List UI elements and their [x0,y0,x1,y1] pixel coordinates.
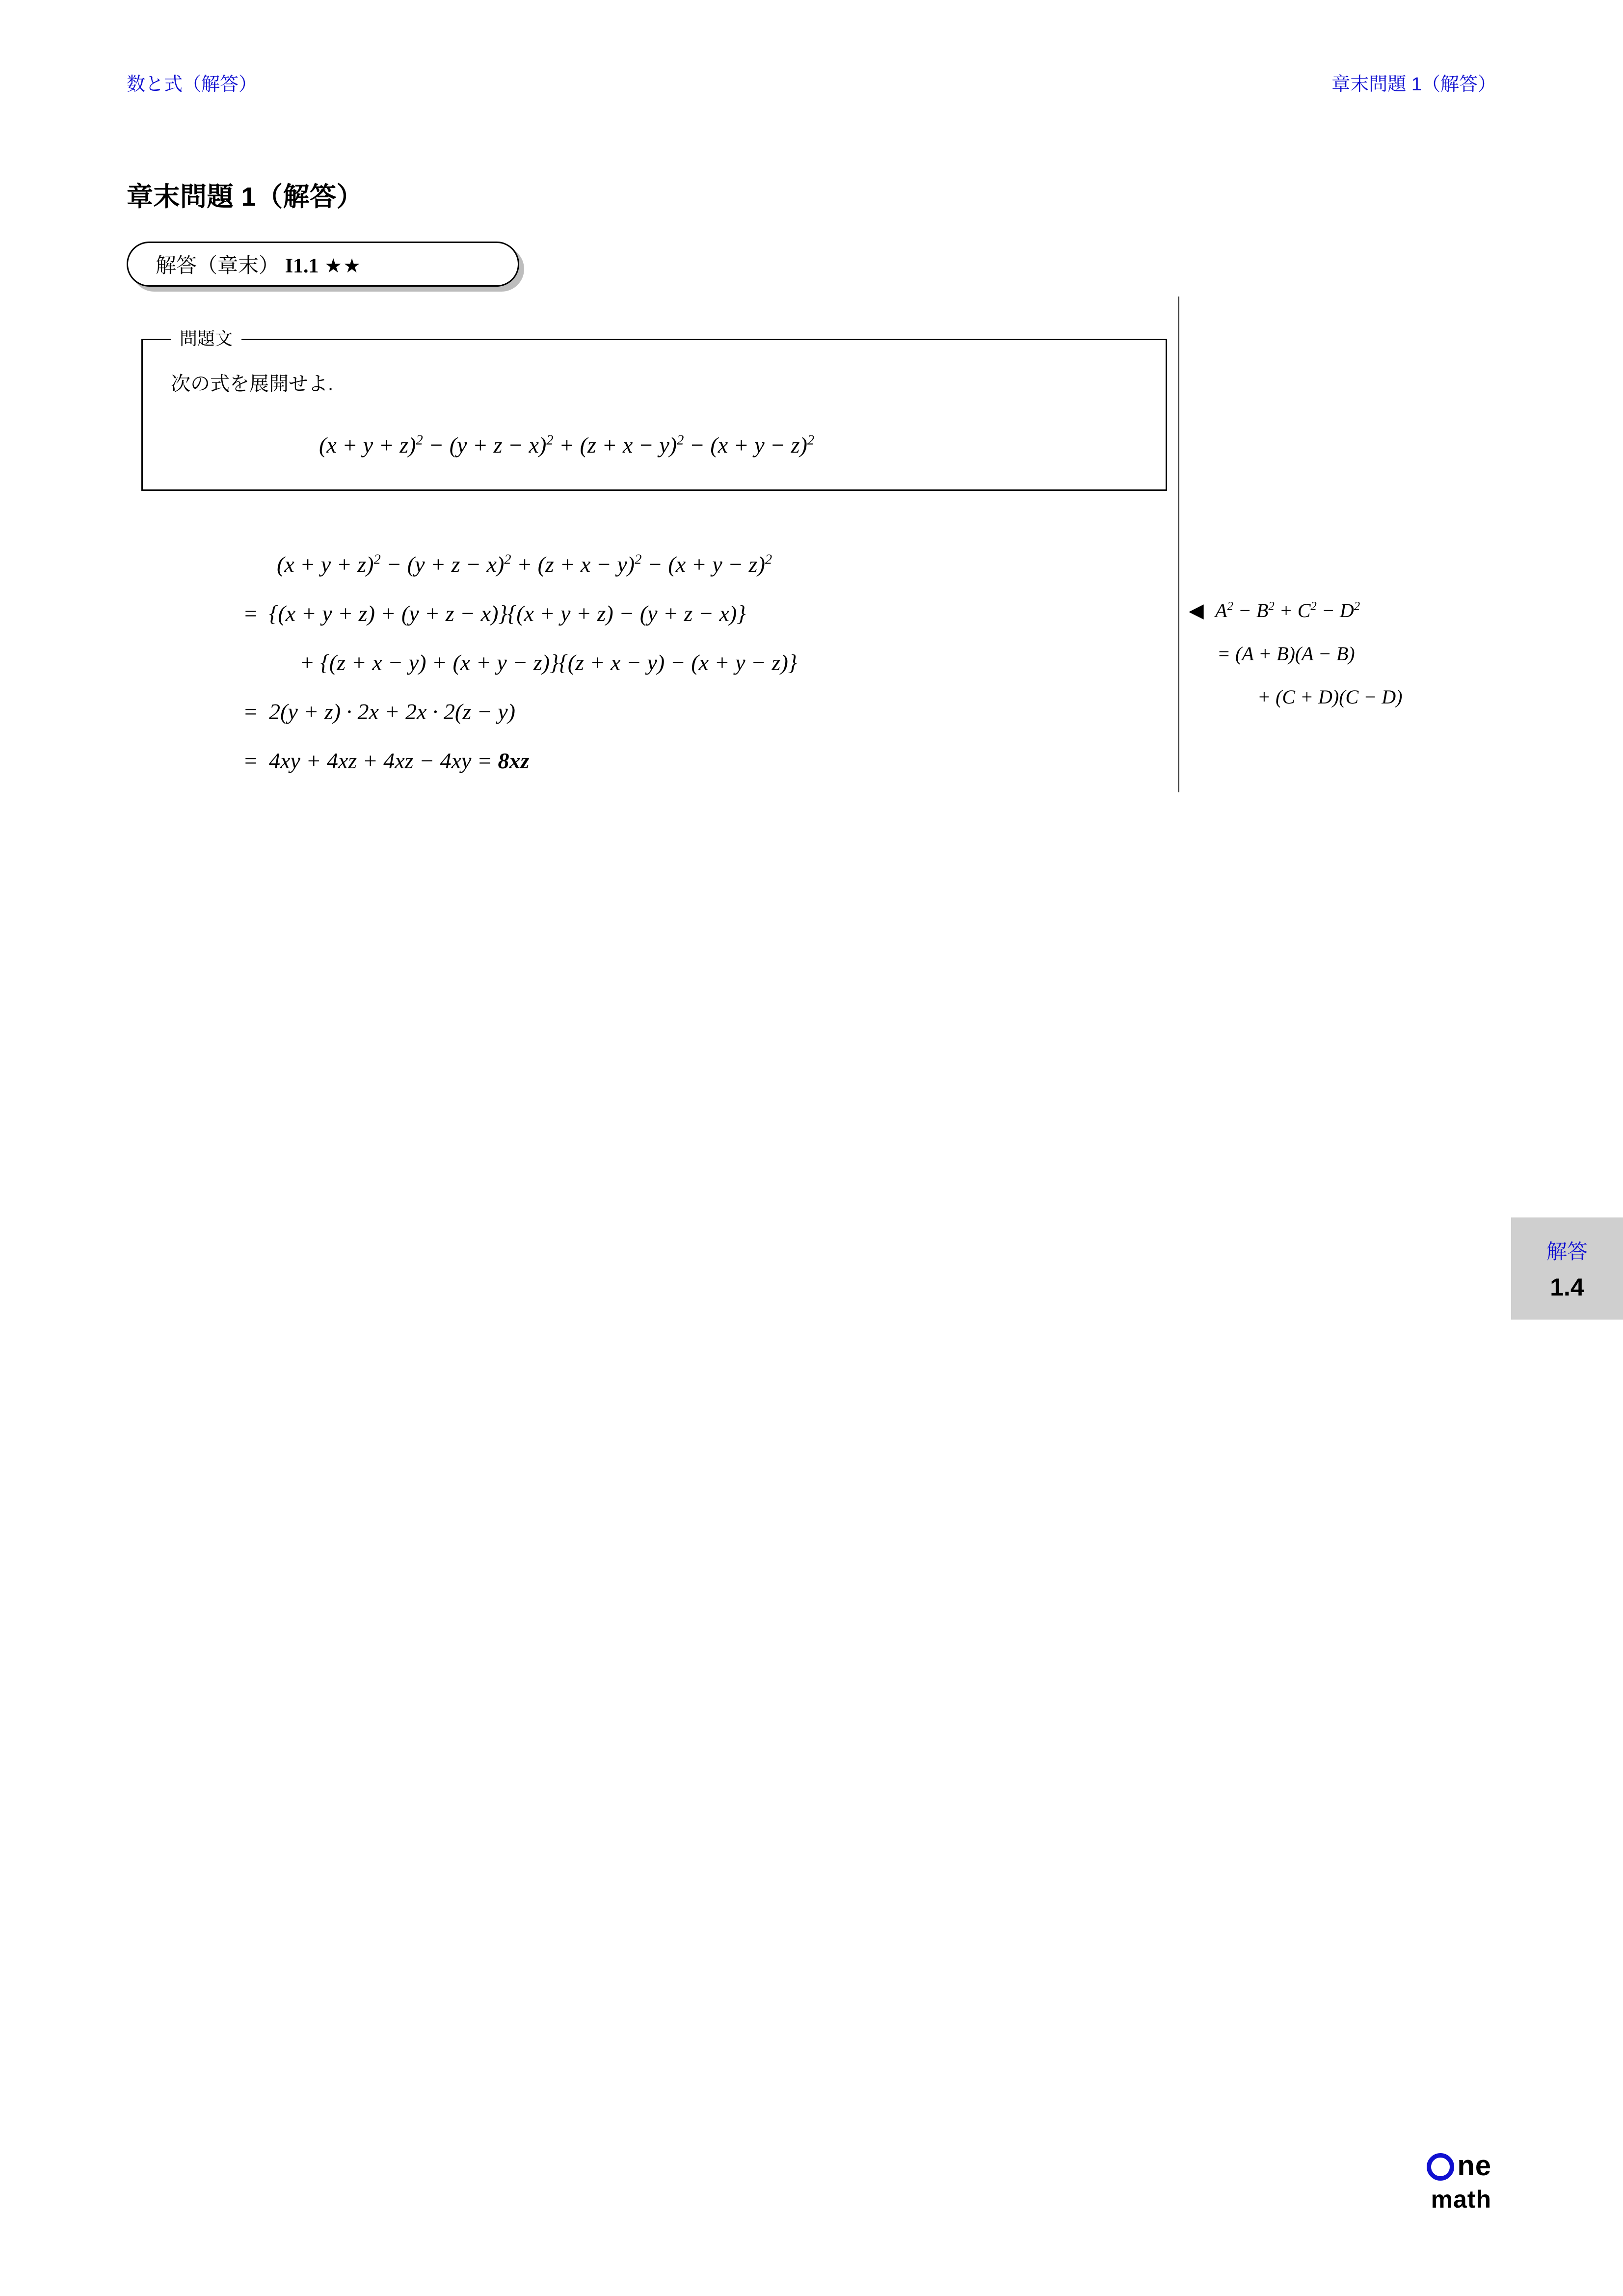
derivation-expression: 2(y + z) · 2x + 2x · 2(z − y) [269,699,515,724]
side-tab-label: 解答 [1546,1240,1588,1263]
derivation-expression: 4xy + 4xz + 4xz − 4xy = 8xz [269,748,530,773]
page-title: 章末問題 1（解答） [127,182,364,212]
margin-note-line-3: + (C + D)(C − D) [1257,686,1403,708]
margin-note-line-2: = (A + B)(A − B) [1217,643,1355,665]
problem-statement-box [141,339,1167,491]
side-tab [1511,1217,1623,1320]
running-head-right: 章末問題 1（解答） [1331,74,1496,95]
problem-statement-legend: 問題文 [171,325,241,350]
side-tab-number: 1.4 [1550,1273,1584,1301]
derivation-expression: $(x + y + z)^2 - (y + z - x)^2 + (z + x - y)^2 - (x + y - z)^2$ [277,552,772,577]
final-answer: 8xz [498,748,530,773]
brand-logo [1427,2149,1491,2214]
equals-sign: = [244,748,257,773]
margin-note-divider [1178,297,1179,792]
difficulty-stars: ★★ [324,255,362,277]
logo-line-1-text: ne [1457,2150,1491,2182]
margin-note [1189,589,1402,719]
logo-line-1 [1427,2149,1491,2182]
margin-note-line-1: ◀ $A^2 - B^2 + C^2 - D^2$ [1189,599,1360,621]
pill-label: 解答（章末） [156,254,280,277]
derivation-expression: {(x + y + z) + (y + z − x)}{(x + y + z) − (y + z − x)} [269,601,746,626]
running-head-left: 数と式（解答） [127,74,258,95]
solution-tag-pill [127,242,519,287]
problem-formula: $(x + y + z)^2 - (y + z - x)^2 + (z + x - y)^2 - (x + y - z)^2$ [319,432,815,458]
logo-line-2: math [1431,2186,1491,2213]
triangle-marker-icon: ◀ [1189,599,1204,621]
derivation-expression: + {(z + x − y) + (x + y − z)}{(z + x − y) − (x + y − z)} [299,650,798,675]
problem-instruction: 次の式を展開せよ. [171,373,334,395]
pill-code: I1.1 [285,255,319,277]
equals-sign: = [244,601,257,626]
ring-icon [1427,2153,1454,2181]
equals-sign: = [244,699,257,724]
pill-content [128,249,362,279]
